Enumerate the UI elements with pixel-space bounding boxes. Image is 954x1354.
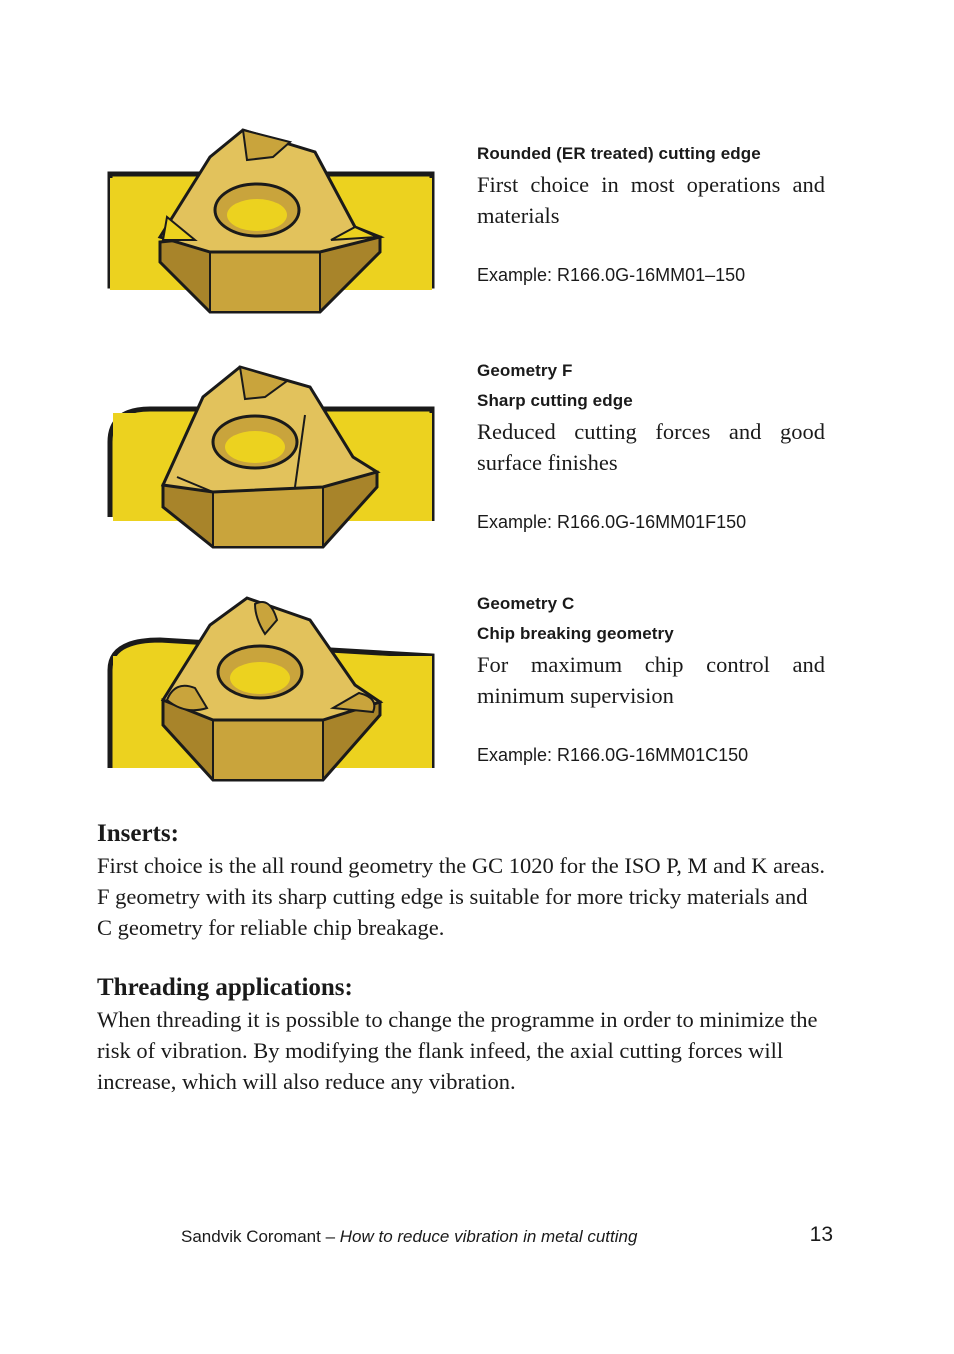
f-insert-subtitle: Sharp cutting edge xyxy=(477,391,633,410)
f-insert-icon xyxy=(105,357,435,587)
page-footer xyxy=(181,1224,833,1250)
c-insert-example: Example: R166.0G-16MM01C150 xyxy=(477,745,749,765)
inserts-paragraph: First choice is the all round geometry the GC 1020 for the ISO P, M and K areas. F geometry with its sharp cutting edge is suitable for more tricky materials and C geometry for reliable chip breakage. xyxy=(97,853,825,940)
threading-heading: Threading applications: xyxy=(97,974,353,1001)
c-insert-title: Geometry C xyxy=(477,594,575,613)
inserts-heading: Inserts: xyxy=(97,820,179,847)
threading-section xyxy=(97,972,827,1097)
er-insert-example: Example: R166.0G-16MM01–150 xyxy=(477,265,746,285)
f-insert-title: Geometry F xyxy=(477,361,573,380)
f-insert-figure xyxy=(105,357,435,587)
er-insert-icon xyxy=(105,122,435,352)
er-insert-description xyxy=(477,139,825,287)
f-insert-text: Reduced cutting forces and good surface finishes xyxy=(477,419,825,475)
er-insert-figure xyxy=(105,122,435,352)
c-insert-subtitle: Chip breaking geometry xyxy=(477,624,674,643)
c-insert-text: For maximum chip control and minimum supervision xyxy=(477,652,825,708)
footer-brand: Sandvik Coromant – xyxy=(181,1227,340,1246)
er-insert-title: Rounded (ER treated) cutting edge xyxy=(477,144,761,163)
c-insert-figure xyxy=(105,590,435,820)
c-insert-icon xyxy=(105,590,435,820)
c-insert-description xyxy=(477,589,825,767)
inserts-section xyxy=(97,818,827,943)
f-insert-description xyxy=(477,356,825,534)
footer-subtitle: How to reduce vibration in metal cutting xyxy=(339,1227,638,1246)
er-insert-text: First choice in most operations and materials xyxy=(477,172,825,228)
page-number: 13 xyxy=(809,1223,833,1246)
threading-paragraph: When threading it is possible to change the programme in order to minimize the risk of vibration. By modifying the flank infeed, the axial cutting forces will increase, which will also reduce any vibration. xyxy=(97,1007,818,1094)
f-insert-example: Example: R166.0G-16MM01F150 xyxy=(477,512,747,532)
